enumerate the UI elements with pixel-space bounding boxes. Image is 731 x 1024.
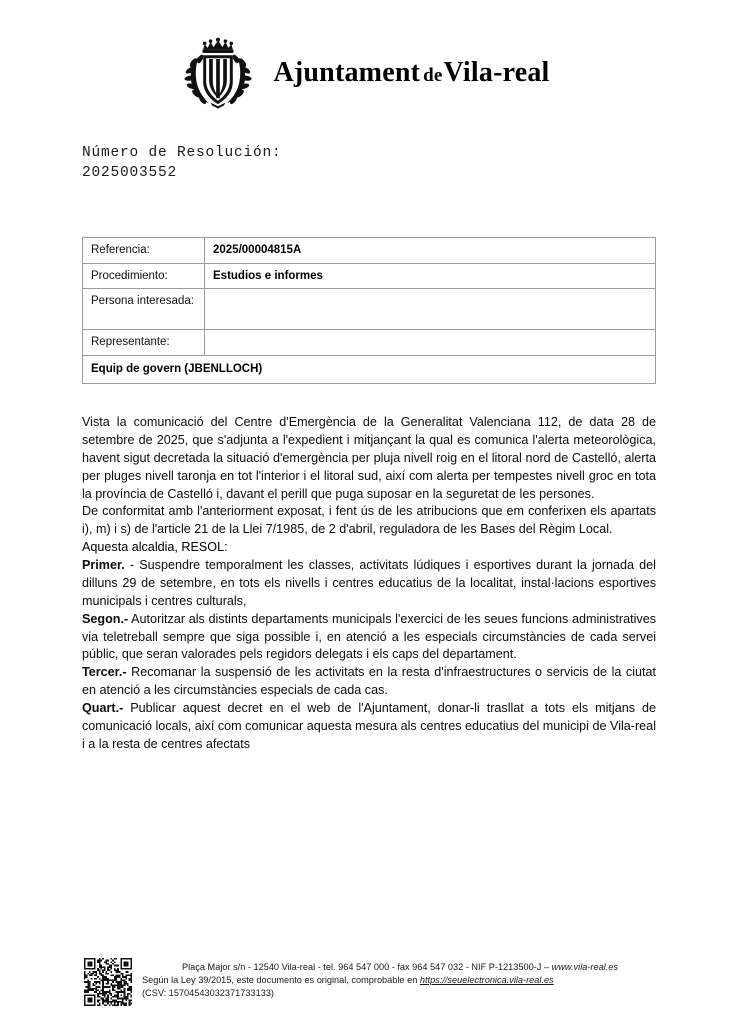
document-body	[82, 414, 656, 754]
header-title-de: de	[423, 65, 443, 86]
resolution-item-tercer	[82, 664, 656, 700]
item-marker-tercer: Tercer.-	[82, 665, 127, 680]
footer-legal-line	[142, 974, 664, 987]
document-footer	[84, 958, 664, 1006]
item-text-tercer: Recomanar la suspensió de les activitats en la resta d'infraestructures o servicis de la ciutat en atenció a les circumstàncies especials de cada cas.	[82, 665, 656, 698]
table-row	[83, 263, 656, 289]
page-title	[273, 59, 549, 87]
footer-csv-line: (CSV: 15704543032371733133)	[142, 988, 274, 999]
row-value-representante	[205, 330, 656, 356]
header-title-vilareal: Vila-real	[443, 57, 550, 88]
row-label-procedimiento: Procedimiento:	[83, 263, 205, 289]
resolution-item-segon	[82, 611, 656, 665]
table-row	[83, 289, 656, 330]
row-value-procedimiento: Estudios e informes	[205, 263, 656, 289]
row-value-referencia: 2025/00004815A	[205, 238, 656, 264]
qr-code-icon	[84, 958, 132, 1006]
table-row	[83, 330, 656, 356]
document-header	[0, 36, 731, 110]
row-label-referencia: Referencia:	[83, 238, 205, 264]
paragraph-de-conformitat: De conformitat amb l'anteriorment exposat, i fent ús de les atribucions que em conferixen els apartats i), m) i s) de l'article 21 de la Llei 7/1985, de 2 d'abril, reguladora de les Bases del Règim Local.	[82, 504, 656, 537]
item-marker-segon: Segon.-	[82, 611, 129, 626]
paragraph-vista-comunicacio: Vista la comunicació del Centre d'Emergència de la Generalitat Valenciana 112, de data 28 de setembre de 2025, que s'adjunta a l'expedient i mitjançant la qual es comunica l'alerta meteorològica, havent sigut decretada la situació d'emergència per pluja nivell roig en el litoral nord de Castelló, alerta per pluges nivell taronja en tot l'interior i el litoral sud, així com alerta per tempestes nivell groc en tota la província de Castelló i, davant el perill que puga suposar en la seguretat de les persones.	[82, 415, 656, 501]
footer-text-block	[142, 958, 664, 1000]
row-label-persona-interesada: Persona interesada:	[83, 289, 205, 330]
item-text-primer: - Suspendre temporalment les classes, activitats lúdiques i esportives durant la jornada del dilluns 29 de setembre, en tots els nivells i centres educatius de la localitat, instal·lacions esportives municipals i centres culturals,	[82, 558, 656, 608]
resolution-item-primer	[82, 557, 656, 611]
footer-address-text: Plaça Major s/n - 12540 Vila-real - tel. 964 547 000 - fax 964 547 032 - NIF P-1213500-J –	[182, 962, 552, 972]
item-marker-quart: Quart.-	[82, 701, 124, 715]
row-label-representante: Representante:	[83, 330, 205, 356]
resolution-label: Número de Resolución:	[82, 145, 282, 161]
item-text-segon: Autoritzar als distints departaments municipals l'exercici de les seues funcions administratives via teletreball sempre que siga possible i, en atenció a les especials circumstàncies de cada servei públic, que seran valorades pels regidors delegats i els caps del departament.	[82, 611, 656, 662]
footer-website-url[interactable]: www.vila-real.es	[551, 962, 618, 972]
footer-address-line	[142, 961, 664, 974]
header-title-ajuntament: Ajuntament	[273, 57, 421, 88]
resolution-number-block	[82, 144, 282, 183]
item-text-quart: Publicar aquest decret en el web de l'Ajuntament, donar-li trasllat a tots els mitjans de comunicació locals, així com comunicar aquesta mesura als centres educatius del municipi de Vila-real i a la resta de centres afectats	[82, 701, 656, 751]
resolution-item-quart	[82, 700, 656, 754]
footer-seu-url[interactable]: https://seuelectronica.vila-real.es	[419, 975, 554, 986]
table-row	[83, 356, 656, 384]
metadata-table	[82, 237, 656, 384]
row-value-persona-interesada	[205, 289, 656, 330]
footer-legal-text: Según la Ley 39/2015, este documento es original, comprobable en	[142, 975, 420, 986]
table-row	[83, 238, 656, 264]
row-equip-de-govern: Equip de govern (JBENLLOCH)	[83, 356, 656, 384]
vila-real-coat-of-arms-icon	[181, 36, 255, 110]
resolution-number: 2025003552	[82, 164, 178, 181]
resolve-heading: Aquesta alcaldia, RESOL:	[82, 540, 228, 555]
item-marker-primer: Primer.	[82, 558, 125, 572]
